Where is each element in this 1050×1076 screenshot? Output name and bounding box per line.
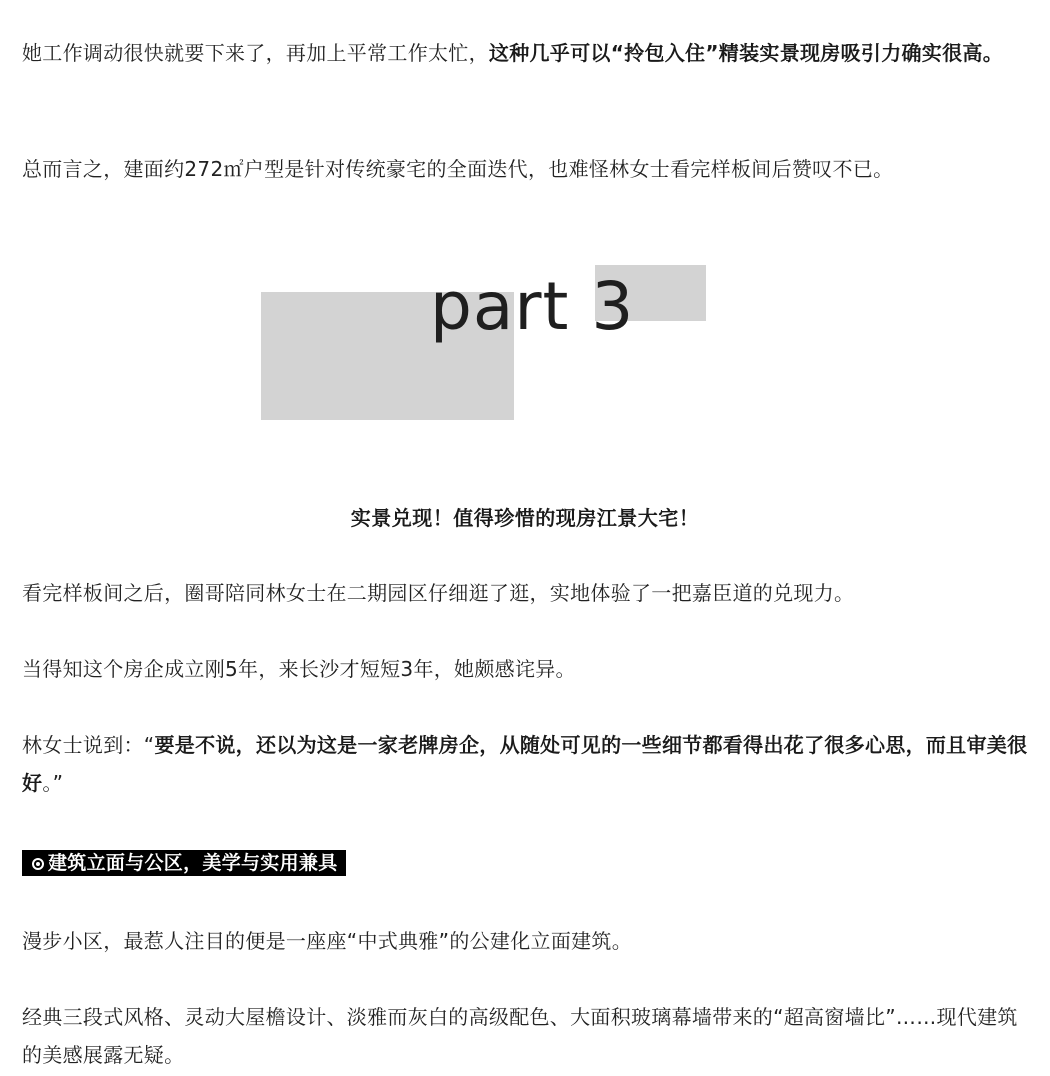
subheading-text: 建筑立面与公区，美学与实用兼具 (48, 852, 338, 874)
paragraph-developer-surprise: 当得知这个房企成立刚5年，来长沙才短短3年，她颇感诧异。 (22, 657, 576, 681)
quote-suffix: 。” (42, 771, 64, 795)
paragraph-summary: 总而言之，建面约272㎡户型是针对传统豪宅的全面迭代，也难怪林女士看完样板间后赞叹不已。 (22, 157, 894, 181)
quote-prefix: 林女士说到：“ (22, 733, 155, 757)
part-label (430, 262, 634, 352)
part-number: 3 (591, 268, 635, 345)
paragraph-text: 她工作调动很快就要下来了，再加上平常工作太忙， (22, 41, 489, 65)
part-word: part (430, 268, 570, 345)
paragraph-architecture-style: 经典三段式风格、灵动大屋檐设计、淡雅而灰白的高级配色、大面积玻璃幕墙带来的“超高窗墙比”……现代建筑的美感展露无疑。 (22, 1005, 1018, 1067)
paragraph-facade: 漫步小区，最惹人注目的便是一座座“中式典雅”的公建化立面建筑。 (22, 929, 633, 953)
paragraph-site-visit: 看完样板间之后，圈哥陪同林女士在二期园区仔细逛了逛，实地体验了一把嘉臣道的兑现力。 (22, 581, 855, 605)
paragraph-bold-text: 这种几乎可以“拎包入住”精装实景现房吸引力确实很高。 (488, 41, 1003, 65)
section-title: 实景兑现！值得珍惜的现房江景大宅！ (350, 506, 700, 530)
quote-bold-text: 要是不说，还以为这是一家老牌房企，从随处可见的一些细节都看得出花了很多心思，而且审美很好 (22, 733, 1028, 795)
paragraph-quote (22, 726, 1030, 802)
subheading-architecture (22, 850, 346, 876)
part-banner (0, 0, 1050, 460)
circle-dot-icon (32, 858, 44, 870)
